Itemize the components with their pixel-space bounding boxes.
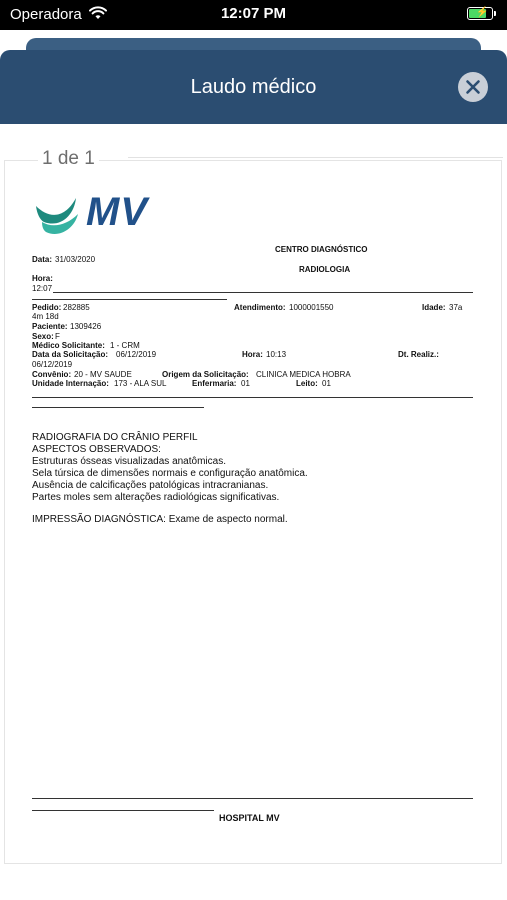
divider [32, 810, 214, 811]
hora-value: 10:13 [266, 350, 287, 359]
atendimento-label: Atendimento: [234, 303, 286, 312]
pedido-label: Pedido: [32, 303, 62, 312]
leito-value: 01 [322, 379, 331, 388]
hour-value: 12:07 [32, 284, 53, 293]
divider [32, 299, 227, 300]
department-title: RADIOLOGIA [299, 265, 351, 274]
mv-logo-text: MV [86, 190, 148, 234]
sexo-value: F [55, 332, 60, 341]
convenio-value: 20 - MV SAUDE [74, 370, 132, 379]
pager-divider [128, 157, 503, 158]
close-button[interactable] [458, 72, 488, 102]
enfermaria-value: 01 [241, 379, 250, 388]
data-solicitacao-label: Data da Solicitação: [32, 350, 109, 359]
page-title: Laudo médico [190, 76, 317, 98]
pedido-value: 282885 [63, 303, 90, 312]
paciente-label: Paciente: [32, 322, 68, 331]
mv-logo-mark [34, 196, 86, 240]
page-indicator: 1 de 1 [38, 148, 99, 170]
medico-label: Médico Solicitante: [32, 341, 105, 350]
convenio-label: Convênio: [32, 370, 72, 379]
sexo-label: Sexo: [32, 332, 54, 341]
unidade-value: 173 - ALA SUL [114, 379, 167, 388]
idade-continuation: 4m 18d [32, 312, 59, 321]
divider [32, 397, 473, 398]
center-title: CENTRO DIAGNÓSTICO [275, 245, 368, 254]
carrier-label: Operadora [10, 6, 82, 23]
origem-value: CLINICA MEDICA HOBRA [256, 370, 351, 379]
report-line: ASPECTOS OBSERVADOS: [32, 444, 161, 455]
status-time: 12:07 PM [220, 5, 287, 22]
idade-label: Idade: [422, 303, 446, 312]
divider [32, 407, 204, 408]
report-footer: HOSPITAL MV [219, 813, 280, 823]
report-line: Ausência de calcificações patológicas intracranianas. [32, 480, 269, 491]
battery-icon: ⚡ [467, 7, 493, 20]
origem-label: Origem da Solicitação: [162, 370, 249, 379]
divider [53, 292, 473, 293]
date-value: 31/03/2020 [55, 255, 96, 264]
leito-label: Leito: [296, 379, 318, 388]
hour-label: Hora: [32, 274, 53, 283]
unidade-label: Unidade Internação: [32, 379, 109, 388]
diagnostic-impression: IMPRESSÃO DIAGNÓSTICA: Exame de aspecto normal. [32, 514, 288, 525]
paciente-value: 1309426 [70, 322, 102, 331]
modal-header [0, 50, 507, 124]
enfermaria-label: Enfermaria: [192, 379, 237, 388]
dt-realiz-value: 06/12/2019 [32, 360, 73, 369]
status-bar [0, 0, 507, 30]
report-line: Partes moles sem alterações radiológicas significativas. [32, 492, 280, 503]
report-line: RADIOGRAFIA DO CRÂNIO PERFIL [32, 432, 198, 443]
hora-label: Hora: [242, 350, 263, 359]
medico-value: 1 - CRM [110, 341, 140, 350]
mv-logo [34, 190, 174, 240]
divider [32, 798, 473, 799]
report-line: Sela túrsica de dimensões normais e configuração anatômica. [32, 468, 308, 479]
dt-realiz-label: Dt. Realiz.: [398, 350, 439, 359]
report-line: Estruturas ósseas visualizadas anatômicas. [32, 456, 226, 467]
report-page [4, 160, 502, 864]
data-solicitacao-value: 06/12/2019 [116, 350, 157, 359]
close-icon [465, 79, 481, 95]
idade-value: 37a [449, 303, 463, 312]
atendimento-value: 1000001550 [289, 303, 334, 312]
date-label: Data: [32, 255, 53, 264]
